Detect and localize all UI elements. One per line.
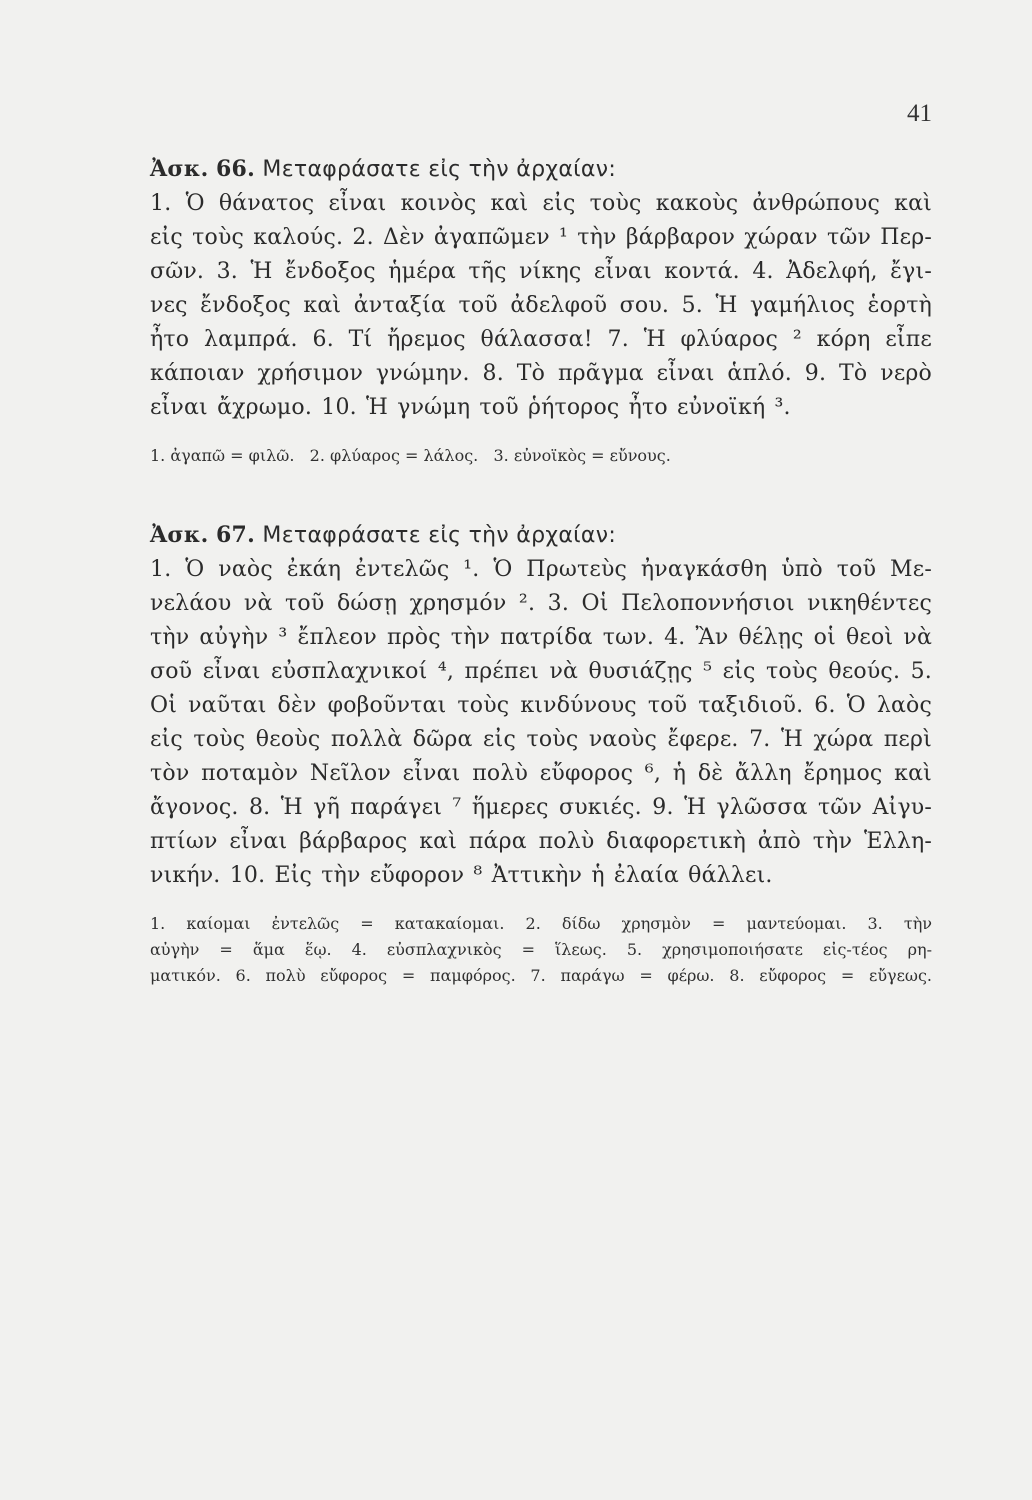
exercise-body (150, 187, 932, 425)
exercise-number: 66. (215, 156, 256, 182)
exercise-label: Ἀσκ. (150, 522, 209, 548)
exercise-instruction: Μεταφράσατε εἰς τὴν ἀρχαίαν: (262, 157, 617, 182)
footnote-line: 1. καίομαι ἐντελῶς = κατακαίομαι. 2. δίδω χρησμὸν = μαντεύομαι. 3. τὴν (150, 914, 932, 933)
text-line: ἦτο λαμπρά. 6. Τί ἤρεμος θάλασσα! 7. Ἡ φλύαρος ² κόρη εἶπε (150, 327, 932, 352)
text-line: εἶναι ἄχρωμο. 10. Ἡ γνώμη τοῦ ῥήτορος ἦτο εὐνοϊκή ³. (150, 395, 791, 420)
text-line: ἄγονος. 8. Ἡ γῆ παράγει ⁷ ἥμερες συκιές. 9. Ἡ γλῶσσα τῶν Αἰγυ- (150, 795, 932, 820)
text-line: 1. Ὁ θάνατος εἶναι κοινὸς καὶ εἰς τοὺς κακοὺς ἀνθρώπους καὶ (150, 191, 932, 216)
exercise-heading (150, 152, 932, 187)
text-line: σοῦ εἶναι εὐσπλαχνικοί ⁴, πρέπει νὰ θυσιάζῃς ⁵ εἰς τοὺς θεούς. 5. (150, 659, 932, 684)
footnote-line: ματικόν. 6. πολὺ εὔφορος = παμφόρος. 7. παράγω = φέρω. 8. εὔφορος = εὔγεως. (150, 966, 932, 985)
text-line: κάποιαν χρήσιμον γνώμην. 8. Τὸ πρᾶγμα εἶναι ἁπλό. 9. Τὸ νερὸ (150, 361, 932, 386)
text-line: νελάου νὰ τοῦ δώσῃ χρησμόν ². 3. Οἱ Πελοποννήσιοι νικηθέντες (150, 591, 932, 616)
text-line: τὴν αὐγὴν ³ ἔπλεον πρὸς τὴν πατρίδα των. 4. Ἂν θέλῃς οἱ θεοὶ νὰ (150, 625, 932, 650)
footnote-line: 1. ἀγαπῶ = φιλῶ. 2. φλύαρος = λάλος. 3. εὐνοϊκὸς = εὔνους. (150, 446, 671, 465)
text-line: νες ἔνδοξος καὶ ἀνταξία τοῦ ἀδελφοῦ σου. 5. Ἡ γαμήλιος ἑορτὴ (150, 293, 932, 318)
exercise-66 (150, 152, 932, 469)
footnote-line: αὐγὴν = ἅμα ἕῳ. 4. εὐσπλαχνικὸς = ἵλεως. 5. χρησιμοποιήσατε εἰς-τέος ρη- (150, 940, 932, 959)
footnotes (150, 443, 932, 469)
text-line: νικήν. 10. Εἰς τὴν εὔφορον ⁸ Ἀττικὴν ἡ ἐλαία θάλλει. (150, 863, 773, 888)
exercise-label: Ἀσκ. (150, 156, 209, 182)
text-line: τὸν ποταμὸν Νεῖλον εἶναι πολὺ εὔφορος ⁶, ἡ δὲ ἄλλη ἔρημος καὶ (150, 761, 932, 786)
exercise-number: 67. (215, 522, 256, 548)
text-line: εἰς τοὺς θεοὺς πολλὰ δῶρα εἰς τοὺς ναοὺς ἔφερε. 7. Ἡ χώρα περὶ (150, 727, 932, 752)
footnotes (150, 911, 932, 989)
page-number: 41 (907, 100, 932, 127)
exercise-body (150, 553, 932, 893)
text-line: Οἱ ναῦται δὲν φοβοῦνται τοὺς κινδύνους τοῦ ταξιδιοῦ. 6. Ὁ λαὸς (150, 693, 932, 718)
exercise-instruction: Μεταφράσατε εἰς τὴν ἀρχαίαν: (262, 523, 617, 548)
exercise-67 (150, 518, 932, 989)
text-line: πτίων εἶναι βάρβαρος καὶ πάρα πολὺ διαφορετικὴ ἀπὸ τὴν Ἑλλη- (150, 829, 932, 854)
text-line: σῶν. 3. Ἡ ἔνδοξος ἡμέρα τῆς νίκης εἶναι κοντά. 4. Ἀδελφή, ἔγι- (150, 259, 932, 284)
text-line: 1. Ὁ ναὸς ἐκάη ἐντελῶς ¹. Ὁ Πρωτεὺς ἠναγκάσθη ὑπὸ τοῦ Με- (150, 557, 932, 582)
exercise-heading (150, 518, 932, 553)
text-line: εἰς τοὺς καλούς. 2. Δὲν ἀγαπῶμεν ¹ τὴν βάρβαρον χώραν τῶν Περ- (150, 225, 932, 250)
